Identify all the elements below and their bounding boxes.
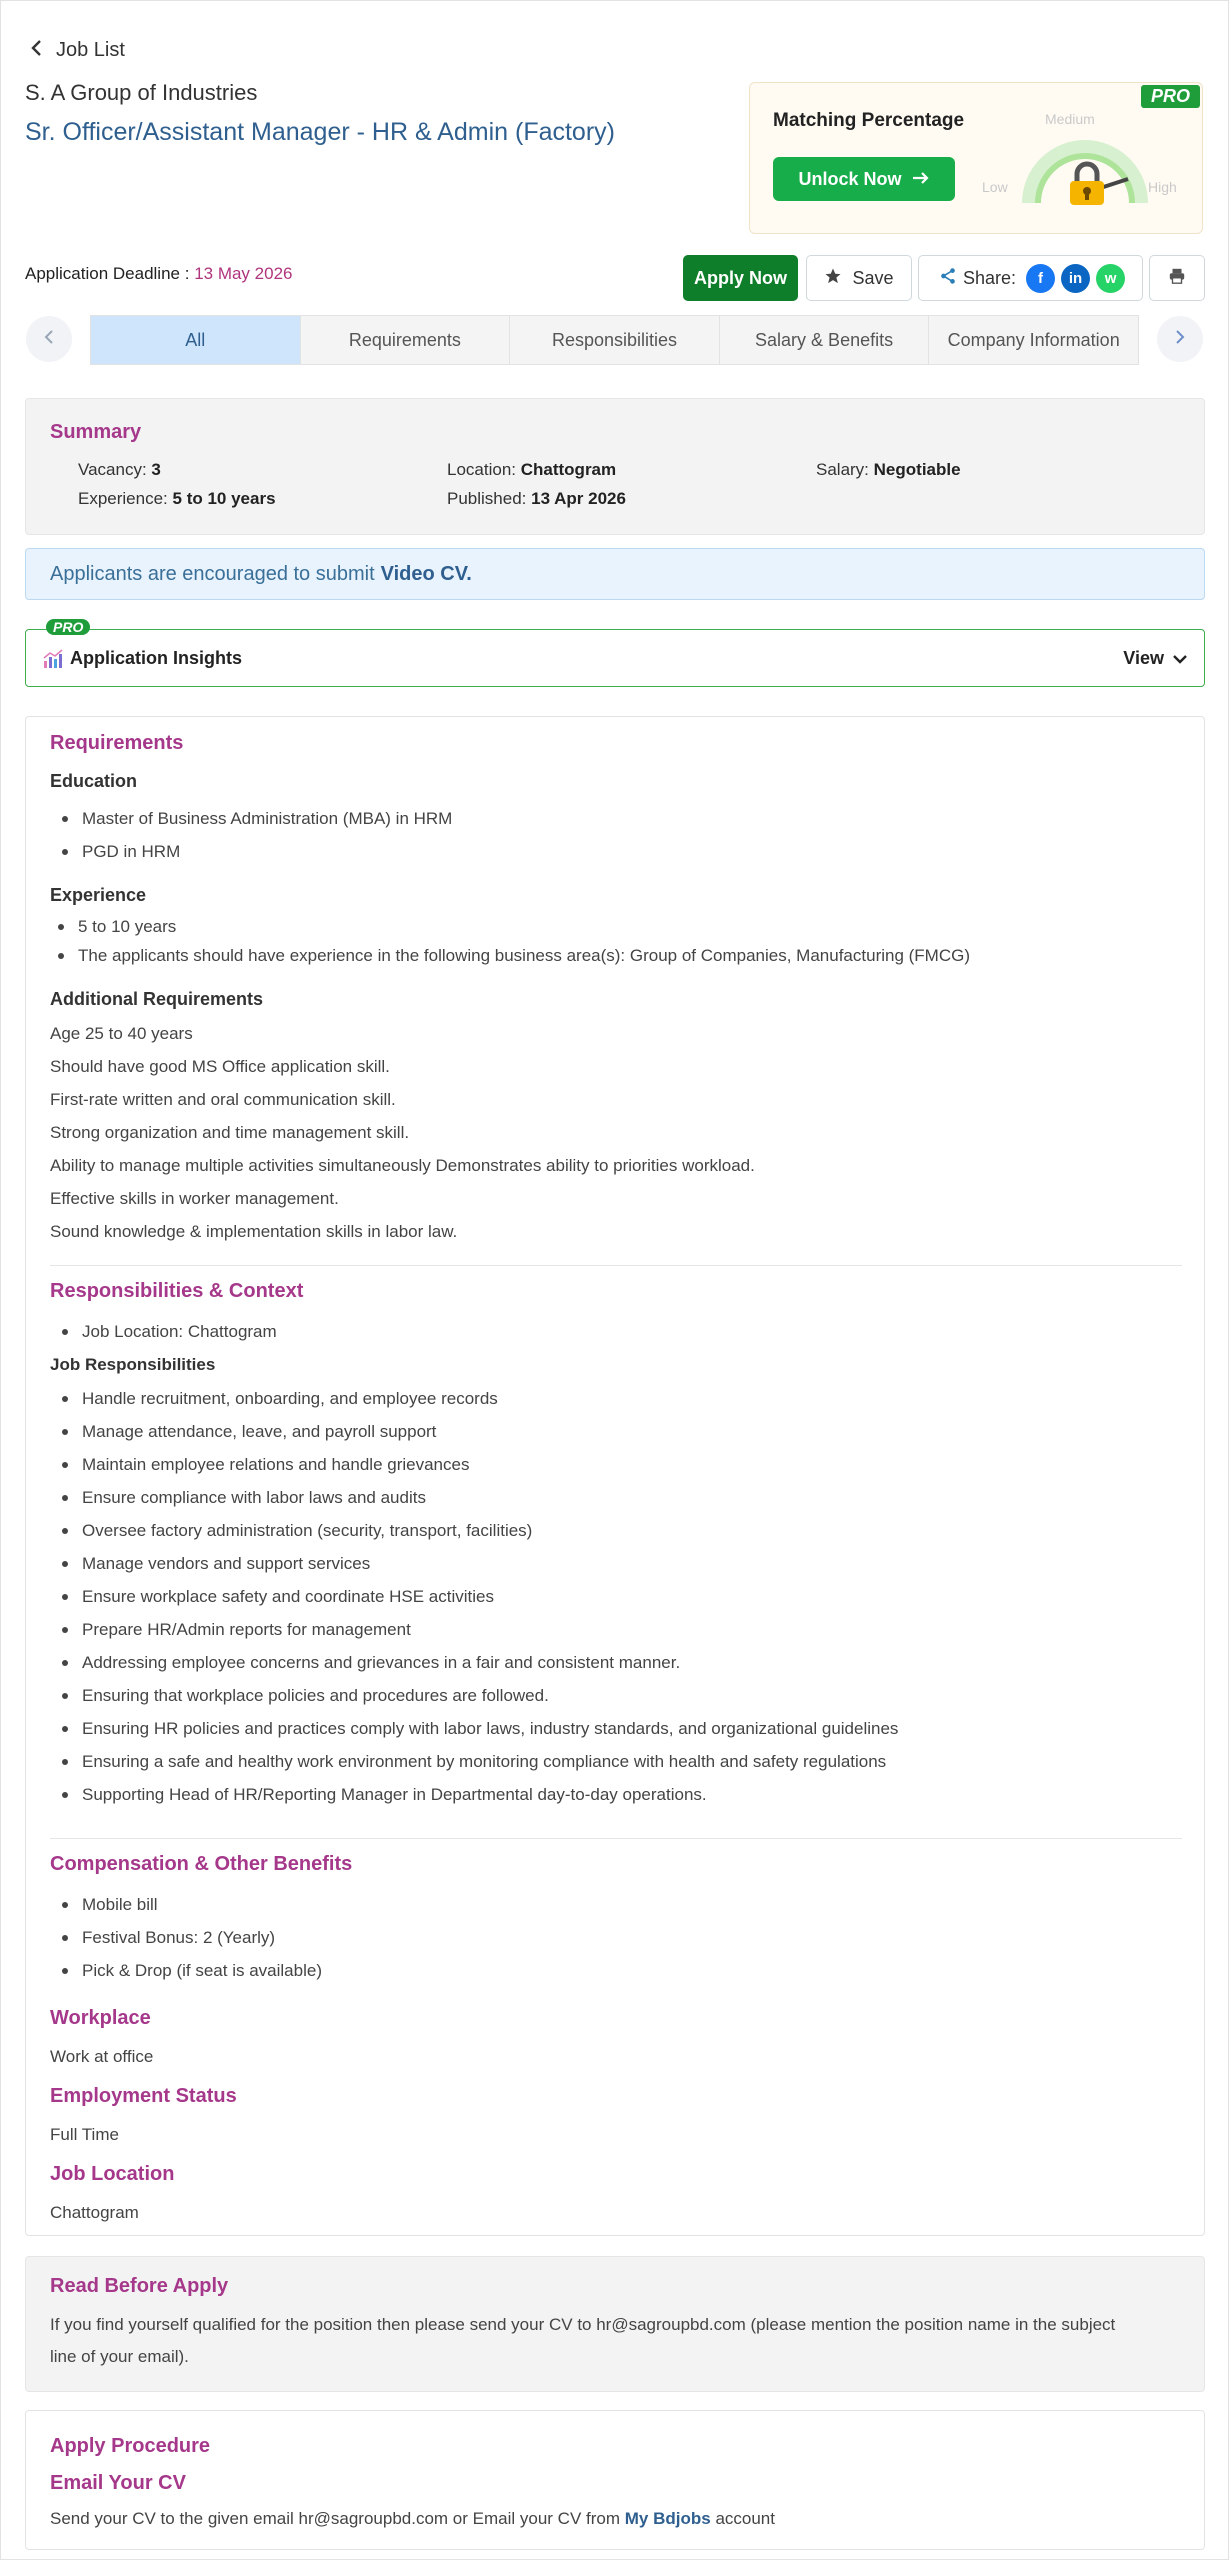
additional-item: Sound knowledge & implementation skills in labor law. <box>50 1222 458 1241</box>
responsibility-item: Ensure workplace safety and coordinate HSE activities <box>82 1587 494 1606</box>
read-before-title: Read Before Apply <box>50 2275 229 2297</box>
printer-icon <box>1168 267 1186 290</box>
deadline-label: Application Deadline : <box>25 264 190 283</box>
bullet-icon <box>62 849 68 855</box>
experience-item: The applicants should have experience in the following business area(s): Group of Companies, Manufacturing (FMCG) <box>78 946 971 965</box>
deadline-date: 13 May 2026 <box>194 264 293 283</box>
gauge-low-label: Low <box>982 179 1008 195</box>
employment-status-title: Employment Status <box>50 2085 237 2107</box>
matching-title: Matching Percentage <box>773 110 965 131</box>
additional-item: Ability to manage multiple activities simultaneously Demonstrates ability to priorities workload. <box>50 1156 755 1175</box>
job-details-panel <box>25 716 1205 2236</box>
bullet-icon <box>62 1902 68 1908</box>
insights-label: Application Insights <box>70 648 243 668</box>
published-value: 13 Apr 2026 <box>531 489 626 508</box>
list-item <box>62 1587 494 1607</box>
list-item <box>62 1389 498 1409</box>
list-item <box>62 1422 436 1442</box>
bullet-icon <box>62 1396 68 1402</box>
bullet-icon <box>62 1561 68 1567</box>
bullet-icon <box>62 1528 68 1534</box>
insights-view-toggle[interactable] <box>1123 648 1188 669</box>
responsibility-item: Ensure compliance with labor laws and audits <box>82 1488 426 1507</box>
compensation-title: Compensation & Other Benefits <box>50 1853 353 1875</box>
list-item <box>62 809 452 829</box>
bullet-icon <box>62 1759 68 1765</box>
unlock-now-button[interactable] <box>773 157 955 201</box>
application-deadline <box>25 264 292 284</box>
print-button[interactable] <box>1149 255 1205 301</box>
additional-item: Should have good MS Office application skill. <box>50 1057 390 1076</box>
bullet-icon <box>62 1594 68 1600</box>
summary-location <box>447 460 616 480</box>
additional-requirements-title: Additional Requirements <box>50 989 264 1009</box>
facebook-icon[interactable]: f <box>1026 264 1055 293</box>
job-location-value: Chattogram <box>50 2203 139 2222</box>
section-tabs <box>90 315 1139 365</box>
read-before-apply-panel <box>25 2256 1205 2392</box>
chart-icon <box>43 649 63 674</box>
additional-item: Age 25 to 40 years <box>50 1024 193 1043</box>
employment-status-value: Full Time <box>50 2125 119 2144</box>
salary-value: Negotiable <box>873 460 961 479</box>
additional-item: Strong organization and time management skill. <box>50 1123 410 1142</box>
education-title: Education <box>50 771 138 791</box>
list-item <box>62 1322 277 1342</box>
video-cv-notice <box>25 548 1205 600</box>
responsibility-item: Manage vendors and support services <box>82 1554 371 1573</box>
list-item <box>62 1752 886 1772</box>
responsibility-item: Supporting Head of HR/Reporting Manager in Departmental day-to-day operations. <box>82 1785 707 1804</box>
job-location-title: Job Location <box>50 2163 175 2185</box>
bullet-icon <box>62 1627 68 1633</box>
list-item <box>62 1686 549 1706</box>
unlock-label: Unlock Now <box>798 168 902 189</box>
back-to-job-list-link[interactable] <box>30 38 125 63</box>
chevron-right-icon <box>1175 328 1185 351</box>
list-item <box>62 1521 532 1541</box>
application-insights-bar[interactable] <box>25 619 1205 687</box>
bullet-icon <box>62 1462 68 1468</box>
responsibility-item: Manage attendance, leave, and payroll support <box>82 1422 437 1441</box>
matching-percentage-card <box>749 82 1203 234</box>
additional-item: Effective skills in worker management. <box>50 1189 339 1208</box>
bullet-icon <box>58 953 64 959</box>
list-item <box>62 842 180 862</box>
vacancy-label: Vacancy: <box>78 460 147 479</box>
view-label: View <box>1123 648 1164 668</box>
pro-badge: PRO <box>1141 85 1200 108</box>
list-item <box>62 1554 370 1574</box>
bullet-icon <box>62 1329 68 1335</box>
tabs-prev-button[interactable] <box>26 316 72 362</box>
bullet-icon <box>62 1660 68 1666</box>
company-name: S. A Group of Industries <box>25 80 258 105</box>
apply-text-end: account <box>715 2509 775 2528</box>
benefit-item: Festival Bonus: 2 (Yearly) <box>82 1928 276 1947</box>
education-item: PGD in HRM <box>82 842 181 861</box>
apply-procedure-panel <box>25 2410 1205 2550</box>
benefit-item: Mobile bill <box>82 1895 158 1914</box>
star-icon <box>824 267 842 290</box>
save-label: Save <box>852 267 894 288</box>
responsibility-item: Handle recruitment, onboarding, and employee records <box>82 1389 498 1408</box>
bullet-icon <box>62 1693 68 1699</box>
responsibility-item: Addressing employee concerns and grievances in a fair and consistent manner. <box>82 1653 681 1672</box>
list-item <box>62 1928 275 1948</box>
divider <box>50 1265 1182 1266</box>
arrow-right-icon <box>912 169 930 190</box>
list-item <box>62 1961 322 1981</box>
tab-requirements[interactable]: Requirements <box>300 315 510 365</box>
list-item <box>62 1455 469 1475</box>
my-bdjobs-link[interactable]: My Bdjobs <box>624 2509 711 2528</box>
chevron-left-icon <box>44 328 54 351</box>
read-before-text-line: If you find yourself qualified for the position then please send your CV to hr@sagroupbd.com (please mention the position name in the subject <box>50 2315 1116 2334</box>
bullet-icon <box>62 1792 68 1798</box>
job-responsibilities-title: Job Responsibilities <box>50 1355 216 1374</box>
responsibility-item: Ensuring that workplace policies and procedures are followed. <box>82 1686 549 1705</box>
list-item <box>62 1488 426 1508</box>
list-item <box>62 1653 680 1673</box>
responsibilities-title: Responsibilities & Context <box>50 1280 304 1302</box>
bullet-icon <box>62 816 68 822</box>
bullet-icon <box>62 1935 68 1941</box>
back-label: Job List <box>56 39 125 61</box>
responsibility-item: Prepare HR/Admin reports for management <box>82 1620 411 1639</box>
vacancy-value: 3 <box>151 460 161 479</box>
summary-vacancy <box>78 460 161 480</box>
read-before-text-line: line of your email). <box>50 2347 189 2366</box>
list-item <box>62 1785 707 1805</box>
pro-badge: PRO <box>46 619 90 635</box>
bullet-icon <box>62 1968 68 1974</box>
apply-now-button[interactable]: Apply Now <box>683 255 798 301</box>
responsibility-item: Ensuring a safe and healthy work environment by monitoring compliance with health and safety regulations <box>82 1752 887 1771</box>
workplace-value: Work at office <box>50 2047 154 2066</box>
responsibility-location: Job Location: Chattogram <box>82 1322 277 1341</box>
gauge-high-label: High <box>1148 179 1177 195</box>
list-item <box>62 1620 411 1640</box>
apply-procedure-title: Apply Procedure <box>50 2435 211 2457</box>
apply-procedure-text <box>50 2509 775 2529</box>
salary-label: Salary: <box>816 460 869 479</box>
divider <box>50 1838 1182 1839</box>
share-label: Share: <box>963 267 1017 288</box>
bullet-icon <box>58 924 64 930</box>
video-cv-text: Applicants are encouraged to submit <box>50 562 375 585</box>
bullet-icon <box>62 1726 68 1732</box>
experience-title: Experience <box>50 885 147 905</box>
share-bar <box>918 255 1143 301</box>
bullet-icon <box>62 1495 68 1501</box>
tab-salary-benefits[interactable]: Salary & Benefits <box>719 315 929 365</box>
experience-item: 5 to 10 years <box>78 917 177 936</box>
bullet-icon <box>62 1429 68 1435</box>
apply-text: Send your CV to the given email hr@sagroupbd.com or Email your CV from <box>50 2509 621 2528</box>
location-label: Location: <box>447 460 516 479</box>
responsibility-item: Oversee factory administration (security, transport, facilities) <box>82 1521 533 1540</box>
education-item: Master of Business Administration (MBA) in HRM <box>82 809 453 828</box>
summary-published <box>447 489 626 509</box>
tabs-next-button[interactable] <box>1157 316 1203 362</box>
video-cv-link[interactable]: Video CV. <box>380 562 472 585</box>
requirements-title: Requirements <box>50 732 184 754</box>
chevron-left-icon <box>30 38 44 63</box>
summary-title: Summary <box>50 421 142 443</box>
whatsapp-icon[interactable]: w <box>1096 264 1125 293</box>
summary-panel <box>25 398 1205 535</box>
benefit-item: Pick & Drop (if seat is available) <box>82 1961 322 1980</box>
gauge-medium-label: Medium <box>1045 111 1095 127</box>
tab-company-information[interactable]: Company Information <box>928 315 1139 365</box>
chevron-down-icon <box>1172 648 1188 669</box>
responsibility-item: Ensuring HR policies and practices comply with labor laws, industry standards, and organizational guidelines <box>82 1719 899 1738</box>
save-button[interactable] <box>806 255 912 301</box>
list-item <box>58 917 176 937</box>
share-icon <box>939 267 957 290</box>
job-title: Sr. Officer/Assistant Manager - HR & Admin (Factory) <box>25 118 615 146</box>
list-item <box>58 946 970 966</box>
published-label: Published: <box>447 489 527 508</box>
matching-gauge <box>980 103 1190 223</box>
tab-all[interactable]: All <box>90 315 300 365</box>
responsibility-item: Maintain employee relations and handle grievances <box>82 1455 470 1474</box>
summary-experience <box>78 489 276 509</box>
linkedin-icon[interactable]: in <box>1061 264 1090 293</box>
experience-label: Experience: <box>78 489 168 508</box>
summary-salary <box>816 460 961 480</box>
tab-responsibilities[interactable]: Responsibilities <box>509 315 719 365</box>
list-item <box>62 1895 158 1915</box>
workplace-title: Workplace <box>50 2007 151 2029</box>
lock-icon <box>1068 161 1106 207</box>
location-value: Chattogram <box>520 460 617 479</box>
list-item <box>62 1719 898 1739</box>
experience-value: 5 to 10 years <box>172 489 276 508</box>
additional-item: First-rate written and oral communication skill. <box>50 1090 396 1109</box>
email-cv-title: Email Your CV <box>50 2472 186 2494</box>
